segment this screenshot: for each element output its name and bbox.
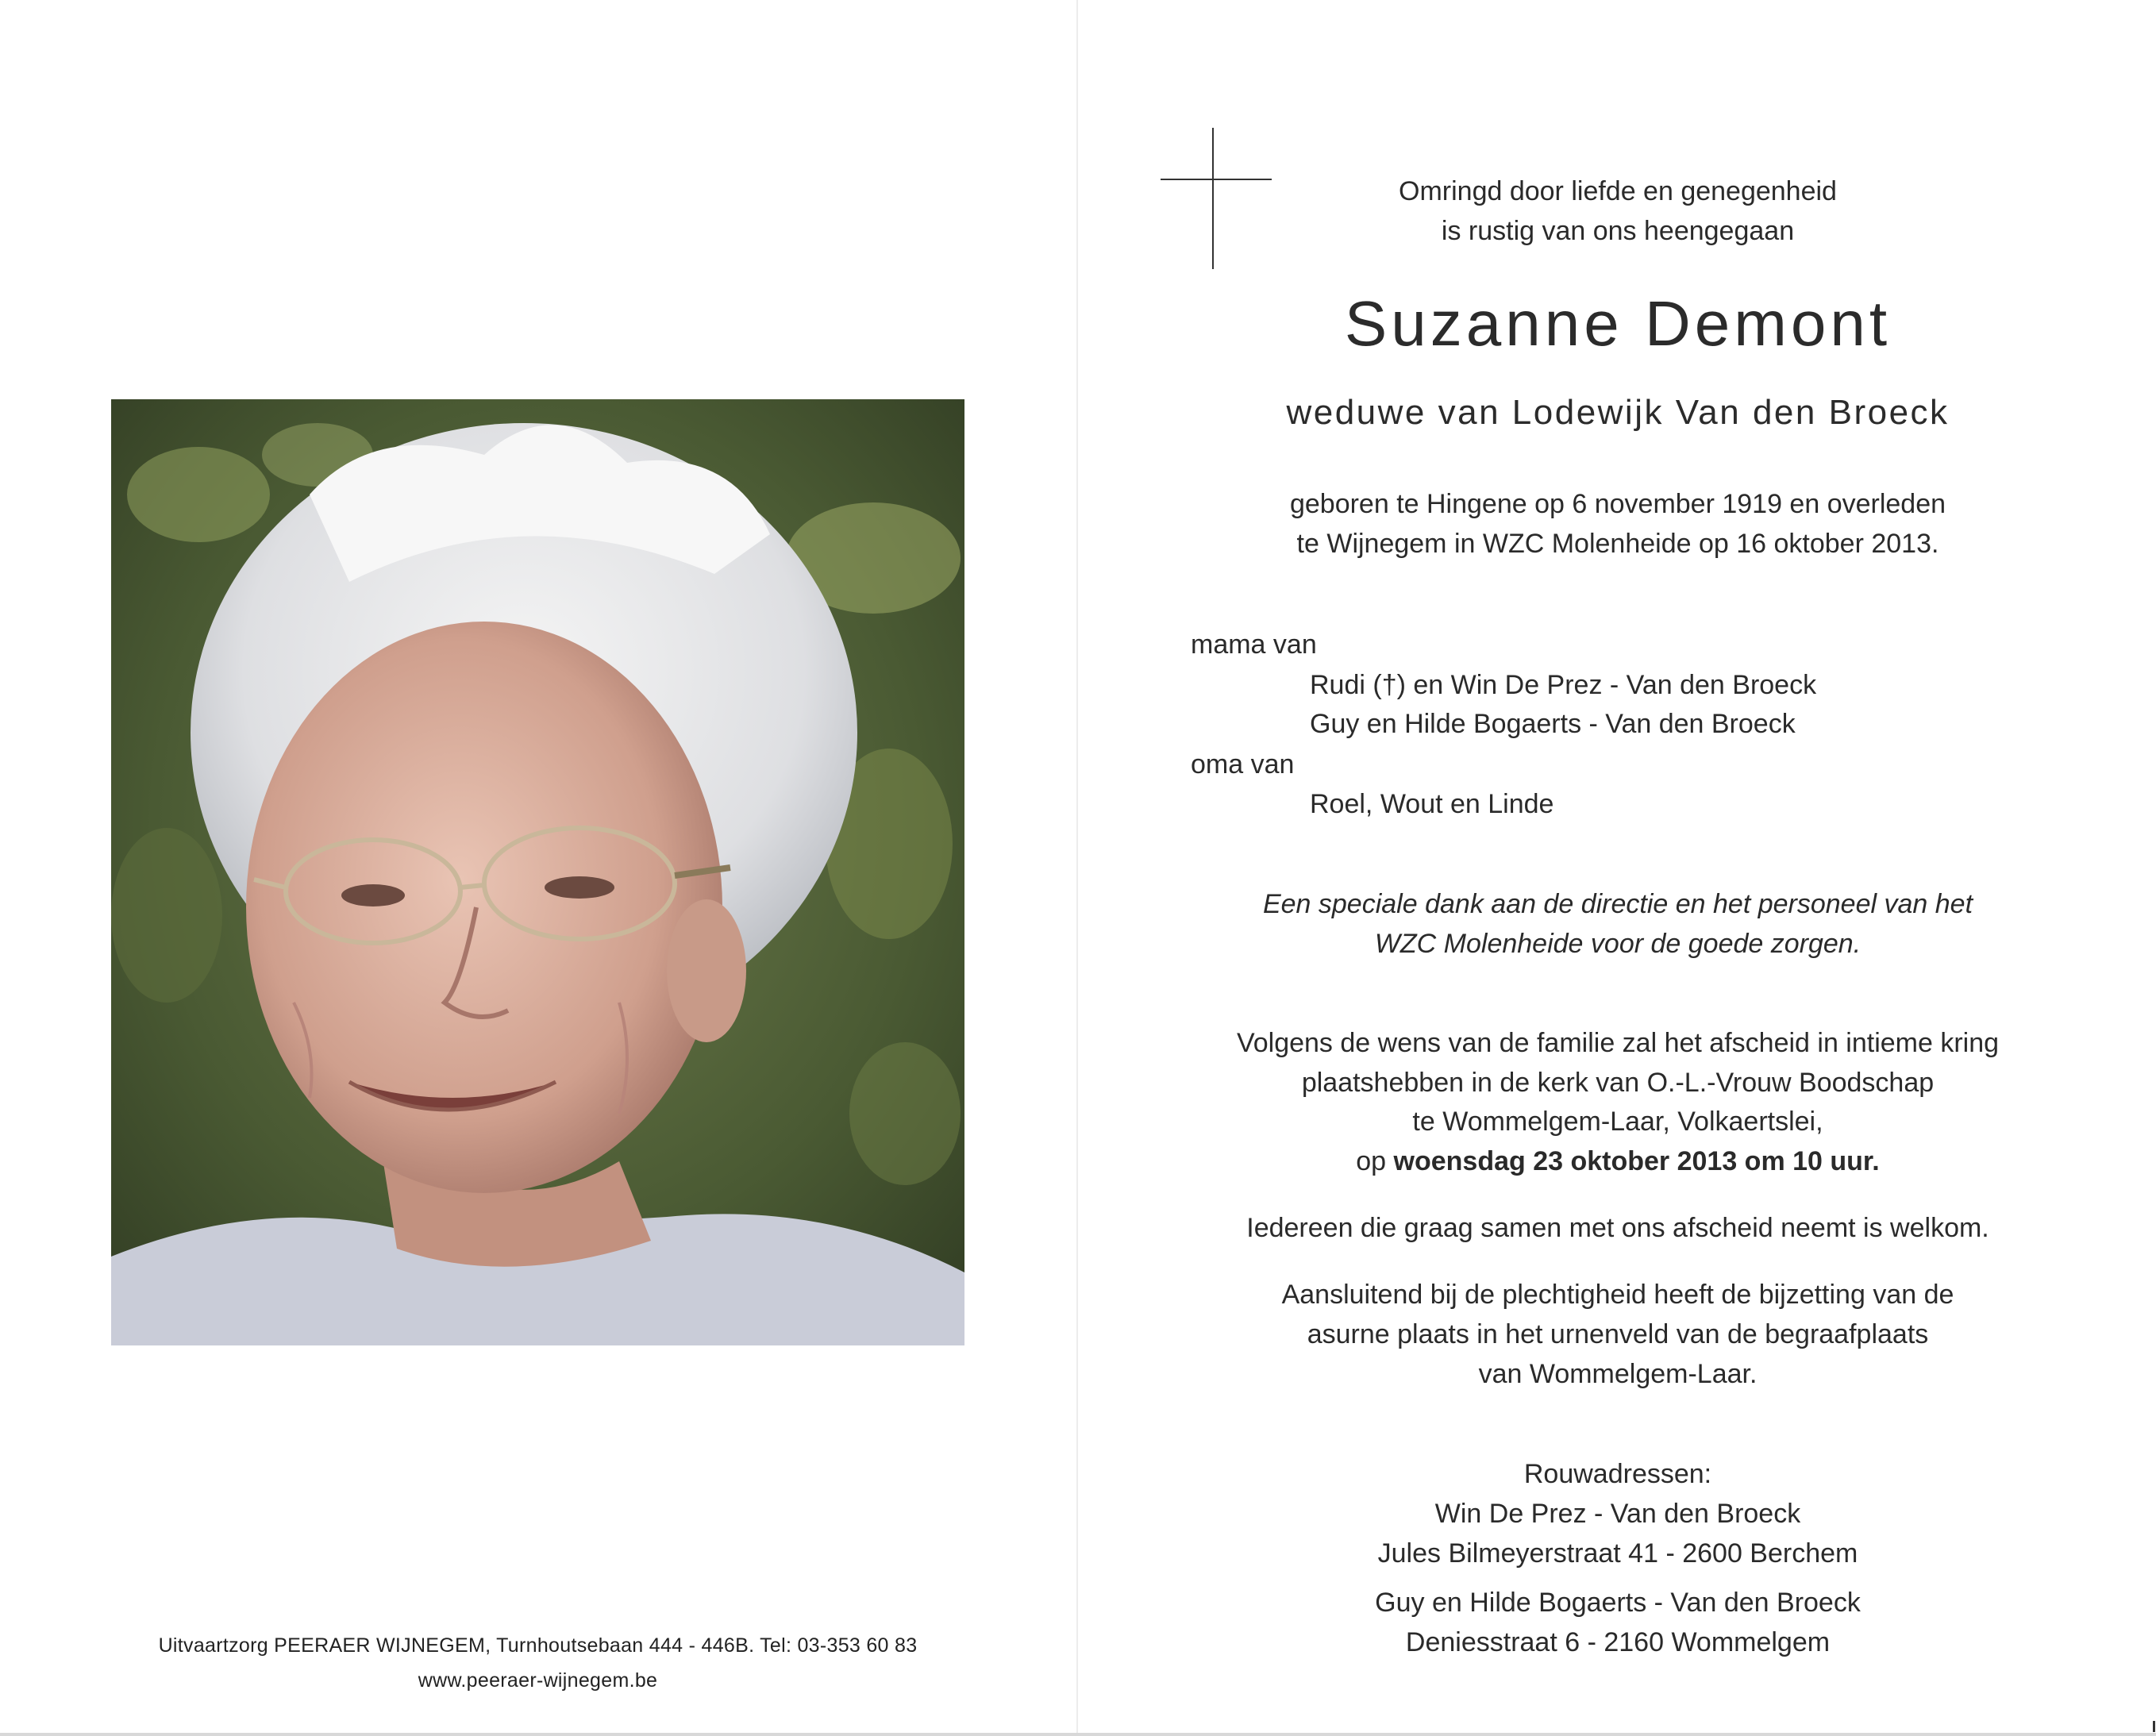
burial-line-1: Aansluitend bij de plechtigheid heeft de bijzetting van de — [1281, 1280, 1954, 1310]
address-1-name: Win De Prez - Van den Broeck — [1434, 1499, 1801, 1529]
welcome-line: Iedereen die graag samen met ons afscheid neemt is welkom. — [1246, 1213, 1989, 1243]
card-bottom-edge — [0, 1733, 2156, 1736]
child-line-2: Guy en Hilde Bogaerts - Van den Broeck — [1310, 709, 1796, 739]
address-2-street: Deniesstraat 6 - 2160 Wommelgem — [1405, 1627, 1831, 1657]
grandchildren-line: Roel, Wout en Linde — [1310, 789, 1554, 819]
portrait-photo — [111, 399, 964, 1345]
addresses-label: Rouwadressen: — [1523, 1459, 1712, 1489]
ceremony-line-2: plaatshebben in de kerk van O.-L.-Vrouw Boodschap — [1301, 1068, 1935, 1098]
intro-line-2: is rustig van ons heengegaan — [1441, 216, 1795, 246]
card-fold — [1076, 0, 1078, 1736]
widow-of-line: weduwe van Lodewijk Van den Broeck — [1286, 393, 1950, 432]
burial-line-2: asurne plaats in het urnenveld van de begraafplaats — [1307, 1319, 1929, 1349]
funeral-home-website: www.peeraer-wijnegem.be — [418, 1669, 658, 1692]
mama-label: mama van — [1191, 629, 1317, 660]
burial-line-3: van Wommelgem-Laar. — [1478, 1359, 1758, 1389]
birth-line: geboren te Hingene op 6 november 1919 en overleden — [1289, 489, 1946, 519]
address-2-name: Guy en Hilde Bogaerts - Van den Broeck — [1375, 1588, 1861, 1618]
ceremony-date — [1191, 1141, 2045, 1181]
funeral-home-credit: Uitvaartzorg PEERAER WIJNEGEM, Turnhoutsebaan 444 - 446B. Tel: 03-353 60 83 — [158, 1634, 918, 1657]
ceremony-date-bold: woensdag 23 oktober 2013 om 10 uur. — [1393, 1146, 1880, 1176]
intro-line-1: Omringd door liefde en genegenheid — [1399, 176, 1837, 206]
oma-label: oma van — [1191, 749, 1295, 779]
deceased-name: Suzanne Demont — [1344, 288, 1892, 359]
ceremony-date-prefix: op — [1356, 1146, 1394, 1176]
scan-edge-mark — [2153, 1721, 2155, 1732]
thanks-line-1: Een speciale dank aan de directie en het personeel van het — [1262, 889, 1973, 919]
ceremony-line-3: te Wommelgem-Laar, Volkaertslei, — [1412, 1107, 1823, 1137]
ceremony-line-1: Volgens de wens van de familie zal het afscheid in intieme kring — [1236, 1028, 2000, 1058]
address-1-street: Jules Bilmeyerstraat 41 - 2600 Berchem — [1377, 1538, 1858, 1569]
child-line-1: Rudi (†) en Win De Prez - Van den Broeck — [1310, 670, 1817, 700]
death-line: te Wijnegem in WZC Molenheide op 16 oktober 2013. — [1296, 529, 1939, 559]
thanks-line-2: WZC Molenheide voor de goede zorgen. — [1374, 929, 1861, 959]
